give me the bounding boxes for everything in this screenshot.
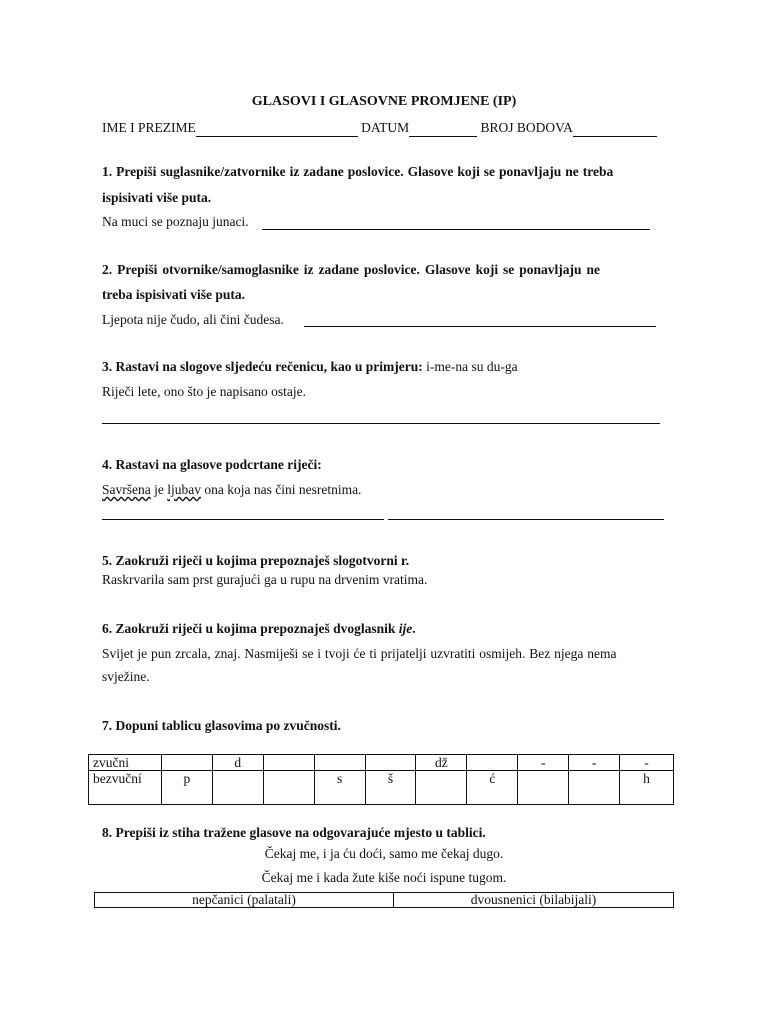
q8-verse-1: Čekaj me, i ja ću doći, samo me čekaj dugo. bbox=[264, 846, 504, 861]
table-cell[interactable] bbox=[416, 771, 467, 805]
voicing-table bbox=[88, 754, 674, 805]
q4-prompt: 4. Rastavi na glasove podcrtane riječi: bbox=[102, 457, 322, 472]
date-field[interactable] bbox=[409, 120, 477, 137]
q2-prompt-line1: 2. Prepiši otvornike/samoglasnike iz zadane poslovice. Glasove koji se ponavljaju ne bbox=[102, 262, 601, 277]
date-label: DATUM bbox=[361, 120, 410, 135]
voicing-row-label: zvučni bbox=[89, 755, 162, 771]
q6-prompt-row bbox=[102, 621, 416, 637]
table-cell[interactable]: d bbox=[212, 755, 263, 771]
table-cell[interactable]: ć bbox=[467, 771, 518, 805]
q4-sentence bbox=[102, 482, 361, 498]
q5-sentence: Raskrvarila sam prst gurajući ga u rupu na drvenim vratima. bbox=[102, 572, 428, 587]
q1-prompt-line1: 1. Prepiši suglasnike/zatvornike iz zadane poslovice. Glasove koji se ponavljaju ne treba bbox=[102, 164, 614, 179]
q2-answer-line[interactable] bbox=[304, 326, 656, 327]
q4-rest: ona koja nas čini nesretnima. bbox=[200, 482, 362, 497]
table-cell[interactable]: h bbox=[620, 771, 674, 805]
table-cell[interactable] bbox=[467, 755, 518, 771]
q2-sentence: Ljepota nije čudo, ali čini čudesa. bbox=[102, 312, 284, 327]
table-cell[interactable] bbox=[518, 771, 569, 805]
voicing-row-label: bezvuční bbox=[89, 771, 162, 805]
q7-prompt: 7. Dopuni tablicu glasovima po zvučnosti. bbox=[102, 718, 341, 733]
q3-prompt: 3. Rastavi na slogove sljedeću rečenicu, kao u primjeru: bbox=[102, 359, 423, 374]
voicing-row-voiced bbox=[89, 755, 674, 771]
table-cell[interactable] bbox=[263, 771, 314, 805]
q3-prompt-row bbox=[102, 359, 518, 375]
q2-prompt-line2: treba ispisivati više puta. bbox=[102, 287, 246, 302]
q4-answer-line-2[interactable] bbox=[388, 519, 664, 520]
q6-prompt: 6. Zaokruži riječi u kojima prepoznaješ dvoglasnik bbox=[102, 621, 396, 636]
col-palatals: nepčanici (palatali) bbox=[95, 893, 394, 908]
points-field[interactable] bbox=[573, 120, 657, 137]
page-title: GLASOVI I GLASOVNE PROMJENE (IP) bbox=[251, 94, 517, 109]
points-label: BROJ BODOVA bbox=[480, 120, 573, 135]
q4-mid: je bbox=[150, 482, 168, 497]
q4-underlined-word-1: Savršena bbox=[102, 482, 151, 497]
q6-text-line1: Svijet je pun zrcala, znaj. Nasmiješi se i tvoji će ti prijatelji uzvratiti osmijeh. Bez njega nema bbox=[102, 646, 617, 661]
q1-sentence: Na muci se poznaju junaci. bbox=[102, 214, 249, 229]
table-cell[interactable] bbox=[212, 771, 263, 805]
table-cell[interactable]: - bbox=[569, 755, 620, 771]
name-field[interactable] bbox=[196, 120, 358, 137]
q4-answer-line-1[interactable] bbox=[102, 519, 384, 520]
q5-prompt: 5. Zaokruži riječi u kojima prepoznaješ slogotvorni r. bbox=[102, 553, 410, 568]
table-cell[interactable]: dž bbox=[416, 755, 467, 771]
q1-prompt-line2: ispisivati više puta. bbox=[102, 190, 212, 205]
name-label: IME I PREZIME bbox=[102, 120, 196, 135]
q6-text-line2: svježine. bbox=[102, 669, 150, 684]
table-cell[interactable] bbox=[263, 755, 314, 771]
table-cell[interactable] bbox=[161, 755, 212, 771]
q1-answer-line[interactable] bbox=[262, 229, 650, 230]
q3-sentence: Riječi lete, ono što je napisano ostaje. bbox=[102, 384, 306, 399]
q6-prompt-italic: ije bbox=[398, 621, 413, 636]
col-bilabials: dvousnenici (bilabijali) bbox=[394, 893, 674, 908]
table-cell[interactable]: š bbox=[365, 771, 416, 805]
q3-answer-line[interactable] bbox=[102, 423, 660, 424]
sounds-table-header bbox=[95, 893, 674, 908]
table-cell[interactable]: - bbox=[620, 755, 674, 771]
table-cell[interactable]: s bbox=[314, 771, 365, 805]
voicing-row-voiceless bbox=[89, 771, 674, 805]
sounds-table bbox=[94, 892, 674, 908]
table-cell[interactable] bbox=[569, 771, 620, 805]
table-cell[interactable]: p bbox=[161, 771, 212, 805]
q8-verse-2: Čekaj me i kada žute kiše noći ispune tugom. bbox=[261, 870, 507, 885]
header-row bbox=[102, 120, 657, 137]
q6-prompt-end: . bbox=[412, 621, 416, 636]
q3-example: i-me-na su du-ga bbox=[426, 359, 518, 374]
table-cell[interactable] bbox=[314, 755, 365, 771]
q8-prompt: 8. Prepiši iz stiha tražene glasove na odgovarajuće mjesto u tablici. bbox=[102, 825, 486, 840]
q4-underlined-word-2: ljubav bbox=[167, 482, 201, 497]
table-cell[interactable] bbox=[365, 755, 416, 771]
table-cell[interactable]: - bbox=[518, 755, 569, 771]
